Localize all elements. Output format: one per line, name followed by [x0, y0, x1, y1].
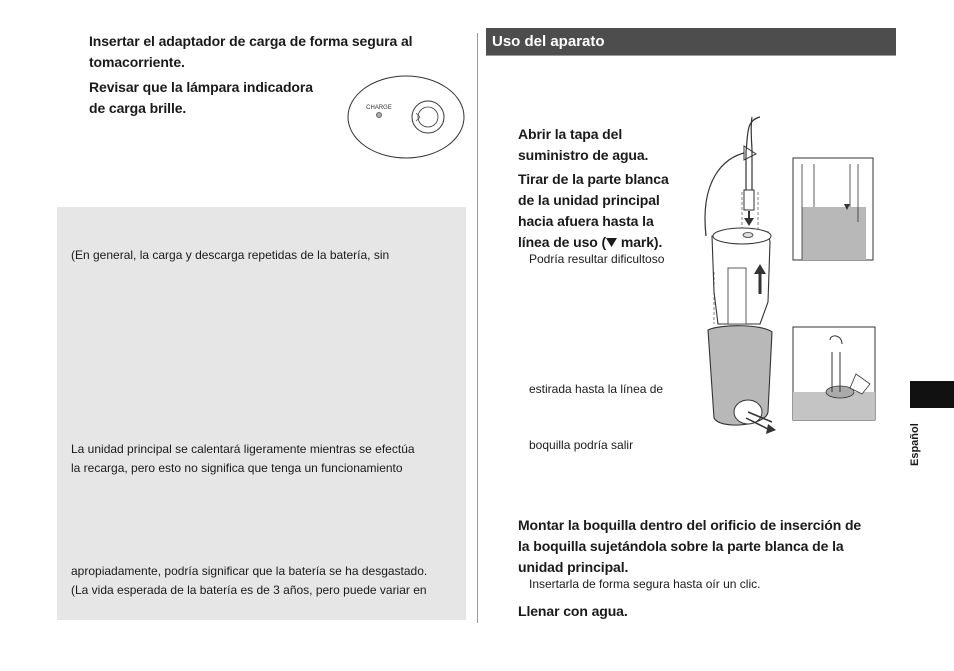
- left-step2-line1: Revisar que la lámpara indicadora: [89, 79, 313, 95]
- battery-note-p3-line2: (La vida esperada de la batería es de 3 años, pero puede variar en: [71, 583, 427, 597]
- left-step2: [89, 77, 349, 119]
- battery-note-p3: [71, 562, 466, 600]
- right-step4: Llenar con agua.: [518, 603, 628, 619]
- right-step3-line1: Montar la boquilla dentro del orificio de inserción de: [518, 517, 862, 533]
- right-step1: [518, 124, 688, 166]
- column-divider: [477, 33, 478, 623]
- battery-note-p2: [71, 440, 466, 478]
- charge-lamp-icon: [376, 112, 381, 117]
- charge-indicator-illustration: [346, 74, 466, 160]
- oral-irrigator-illustration: [690, 112, 890, 442]
- left-step1-line2: tomacorriente.: [89, 54, 185, 70]
- right-note1: Podría resultar dificultoso: [529, 252, 665, 266]
- language-tab: [910, 381, 954, 408]
- left-step1: [89, 31, 459, 73]
- right-step3: [518, 515, 898, 578]
- battery-note-box: [57, 207, 466, 620]
- section-title: Uso del aparato: [486, 28, 896, 55]
- use-line-mark-icon: [606, 238, 617, 247]
- battery-note-p2-line2: la recarga, pero esto no significa que tenga un funcionamiento: [71, 461, 403, 475]
- right-step1-line1: Abrir la tapa del: [518, 126, 623, 142]
- nozzle: [746, 117, 760, 202]
- right-step3-line2: la boquilla sujetándola sobre la parte blanca de la: [518, 538, 844, 554]
- right-step3-line3: unidad principal.: [518, 559, 629, 575]
- right-step2-line3: hacia afuera hasta la: [518, 213, 654, 229]
- arrow-down-icon: [744, 218, 754, 226]
- right-step3-note: Insertarla de forma segura hasta oír un clic.: [529, 577, 761, 591]
- battery-note-p1: (En general, la carga y descarga repetidas de la batería, sin: [71, 248, 390, 262]
- curved-arrow-icon: [705, 152, 748, 236]
- left-step2-line2: de carga brille.: [89, 100, 187, 116]
- right-step2-line1: Tirar de la parte blanca: [518, 171, 669, 187]
- language-label: Español: [909, 423, 921, 466]
- battery-note-p3-line1: apropiadamente, podría significar que la batería se ha desgastado.: [71, 564, 428, 578]
- right-step2: [518, 169, 698, 253]
- section-title-rule: [486, 55, 896, 56]
- right-note3: boquilla podría salir: [529, 438, 634, 452]
- left-step1-line1: Insertar el adaptador de carga de forma segura al: [89, 33, 413, 49]
- right-step2-line4-pre: línea de uso (: [518, 234, 607, 250]
- right-note2: estirada hasta la línea de: [529, 382, 664, 396]
- right-step2-line2: de la unidad principal: [518, 192, 660, 208]
- battery-note-p2-line1: La unidad principal se calentará ligeramente mientras se efectúa: [71, 442, 415, 456]
- charge-label: CHARGE: [366, 105, 392, 111]
- right-step2-line4-post: mark).: [617, 234, 663, 250]
- right-step1-line2: suministro de agua.: [518, 147, 649, 163]
